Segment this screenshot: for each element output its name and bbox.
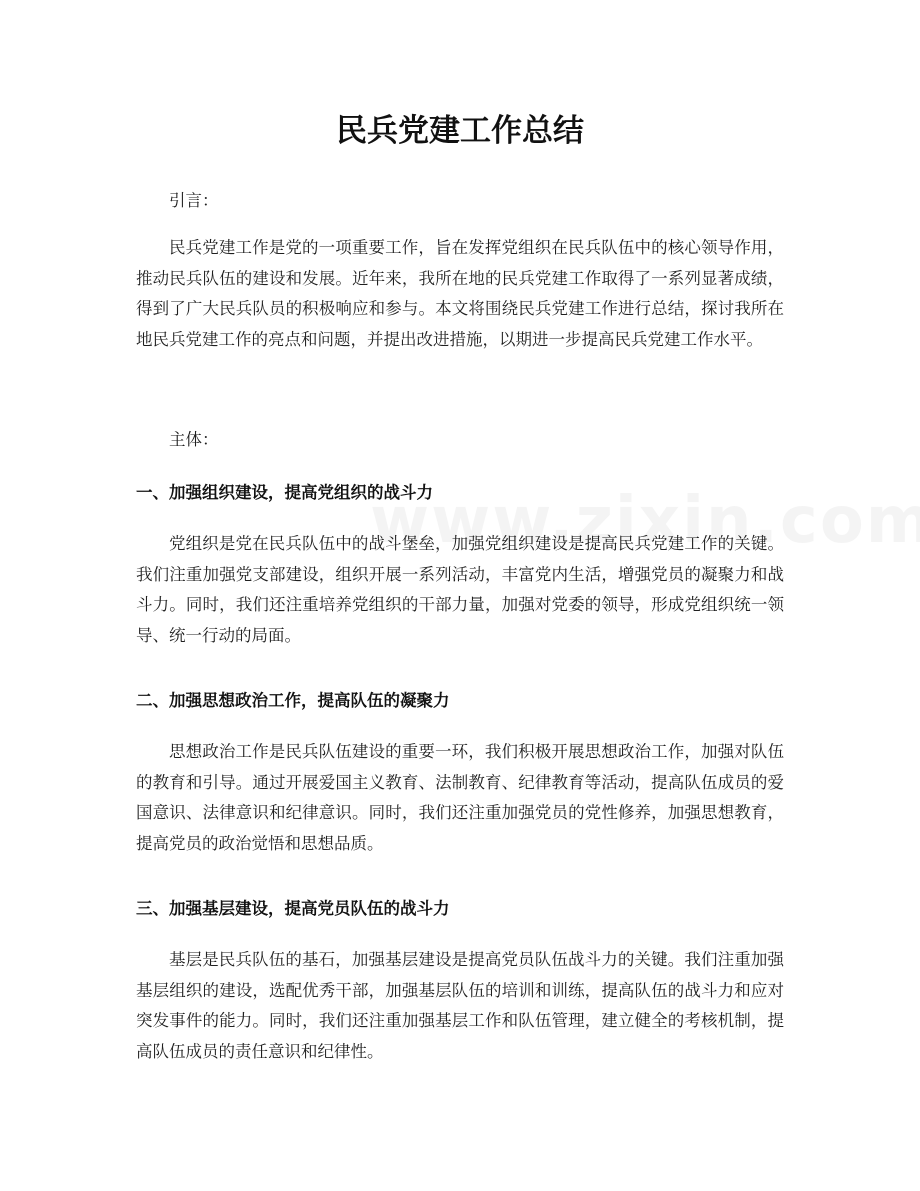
main-label: 主体：	[169, 430, 219, 449]
page-title: 民兵党建工作总结	[336, 113, 584, 149]
section-heading-2: 二、加强思想政治工作，提高队伍的凝聚力	[136, 691, 450, 710]
intro-label: 引言：	[169, 191, 219, 210]
section-heading-1: 一、加强组织建设，提高党组织的战斗力	[136, 483, 433, 502]
intro-paragraph: 民兵党建工作是党的一项重要工作，旨在发挥党组织在民兵队伍中的核心领导作用，推动民兵队伍的建设和发展。近年来，我所在地的民兵党建工作取得了一系列显著成绩，得到了广大民兵队员的积极响应和参与。本文将围绕民兵党建工作进行总结，探讨我所在地民兵党建工作的亮点和问题，并提出改进措施，以期进一步提高民兵党建工作水平。	[136, 238, 784, 349]
section-heading-3: 三、加强基层建设，提高党员队伍的战斗力	[136, 899, 450, 918]
section-paragraph-2: 思想政治工作是民兵队伍建设的重要一环，我们积极开展思想政治工作，加强对队伍的教育和引导。通过开展爱国主义教育、法制教育、纪律教育等活动，提高队伍成员的爱国意识、法律意识和纪律意识。同时，我们还注重加强党员的党性修养，加强思想教育，提高党员的政治觉悟和思想品质。	[136, 742, 784, 853]
section-paragraph-1: 党组织是党在民兵队伍中的战斗堡垒，加强党组织建设是提高民兵党建工作的关键。我们注重加强党支部建设，组织开展一系列活动，丰富党内生活，增强党员的凝聚力和战斗力。同时，我们还注重培养党组织的干部力量，加强对党委的领导，形成党组织统一领导、统一行动的局面。	[136, 534, 784, 645]
section-paragraph-3: 基层是民兵队伍的基石，加强基层建设是提高党员队伍战斗力的关键。我们注重加强基层组织的建设，选配优秀干部，加强基层队伍的培训和训练，提高队伍的战斗力和应对突发事件的能力。同时，我们还注重加强基层工作和队伍管理，建立健全的考核机制，提高队伍成员的责任意识和纪律性。	[136, 950, 784, 1061]
